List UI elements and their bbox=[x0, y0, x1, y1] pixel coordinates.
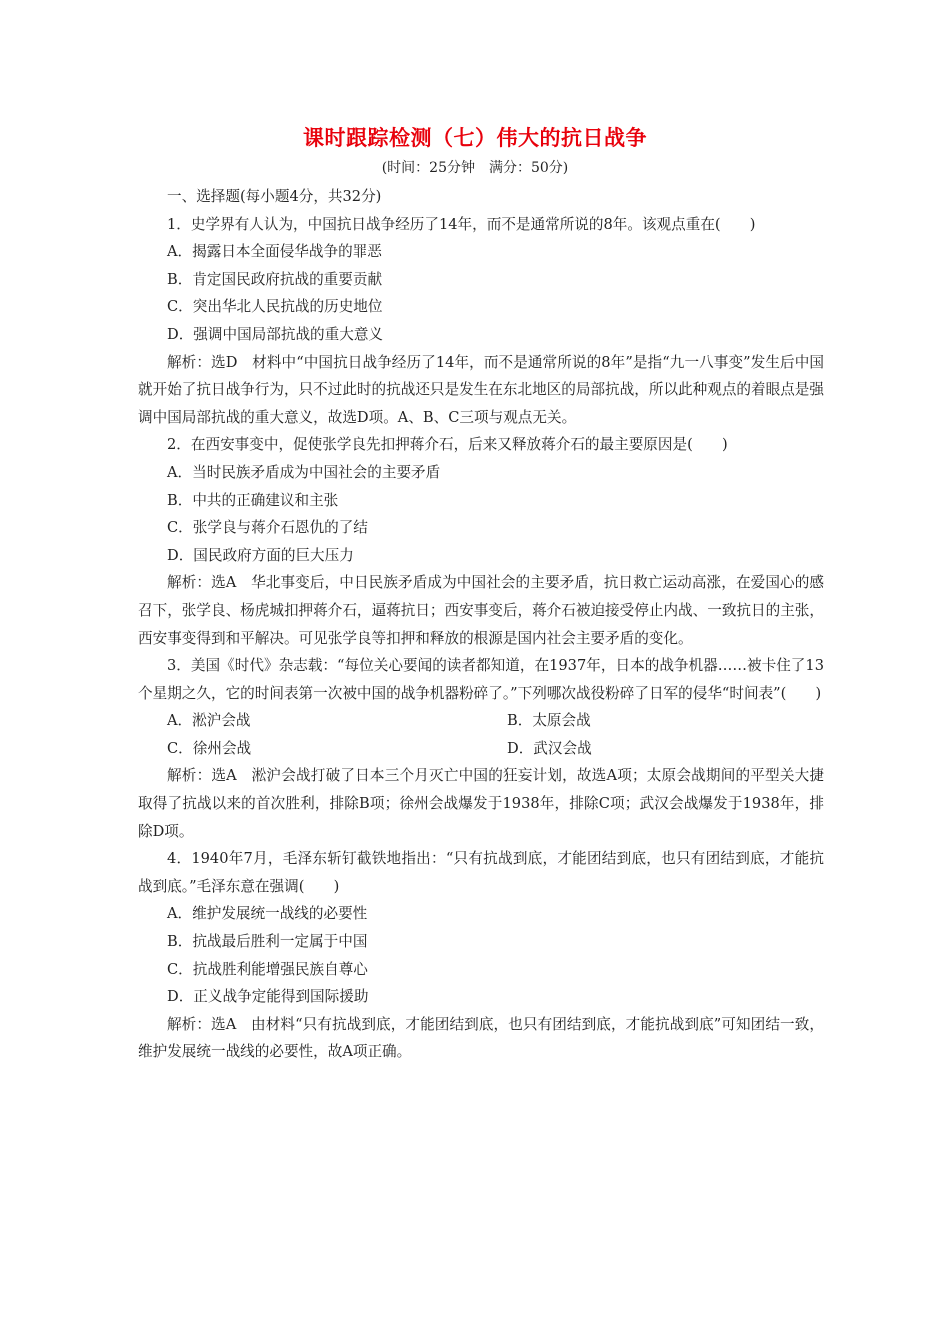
question-4 bbox=[138, 845, 824, 1066]
option-a: A．揭露日本全面侵华战争的罪恶 bbox=[167, 243, 382, 261]
option-a: A．淞沪会战 bbox=[167, 712, 251, 730]
question-analysis: 解析：选A 华北事变后，中日民族矛盾成为中国社会的主要矛盾，抗日救亡运动高涨，在爱国心的感召下，张学良、杨虎城扣押蒋介石，逼蒋抗日；西安事变后，蒋介石被迫接受停止内战、一致抗日的主张，西安事变得到和平解决。可见张学良等扣押和释放的根源是国内社会主要矛盾的变化。 bbox=[138, 574, 824, 647]
option-b: B．抗战最后胜利一定属于中国 bbox=[167, 933, 368, 951]
exam-time-score: (时间：25分钟 满分：50分) bbox=[381, 160, 569, 176]
question-stem: 1．史学界有人认为，中国抗日战争经历了14年，而不是通常所说的8年。该观点重在( ) bbox=[167, 215, 756, 233]
options-row-1 bbox=[138, 707, 824, 735]
option-a: A．当时民族矛盾成为中国社会的主要矛盾 bbox=[167, 463, 441, 481]
document-body bbox=[138, 183, 824, 1066]
question-stem: 3．美国《时代》杂志载：“每位关心要闻的读者都知道，在1937年，日本的战争机器……被卡住了13个星期之久，它的时间表第一次被中国的战争机器粉碎了。”下列哪次战役粉碎了日军的侵华“时间表”( ) bbox=[138, 657, 824, 702]
option-c: C．抗战胜利能增强民族自尊心 bbox=[167, 960, 368, 978]
option-a: A．维护发展统一战线的必要性 bbox=[167, 905, 368, 923]
question-2 bbox=[138, 431, 824, 652]
question-1 bbox=[138, 211, 824, 432]
option-c: C．徐州会战 bbox=[167, 739, 252, 757]
question-analysis: 解析：选A 淞沪会战打破了日本三个月灭亡中国的狂妄计划，故选A项；太原会战期间的平型关大捷取得了抗战以来的首次胜利，排除B项；徐州会战爆发于1938年，排除C项；武汉会战爆发于1938年，排除D项。 bbox=[138, 767, 824, 840]
option-d: D．强调中国局部抗战的重大意义 bbox=[167, 325, 384, 343]
question-stem: 2．在西安事变中，促使张学良先扣押蒋介石，后来又释放蒋介石的最主要原因是( ) bbox=[167, 436, 728, 454]
option-d: D．武汉会战 bbox=[507, 739, 592, 757]
option-b: B．中共的正确建议和主张 bbox=[167, 491, 339, 509]
options-row-2 bbox=[138, 735, 824, 763]
option-c: C．突出华北人民抗战的历史地位 bbox=[167, 298, 383, 316]
option-b: B．肯定国民政府抗战的重要贡献 bbox=[167, 270, 383, 288]
option-c: C．张学良与蒋介石恩仇的了结 bbox=[167, 519, 368, 537]
option-d: D．国民政府方面的巨大压力 bbox=[167, 546, 354, 564]
question-analysis: 解析：选A 由材料“只有抗战到底，才能团结到底，也只有团结到底，才能抗战到底”可知团结一致，维护发展统一战线的必要性，故A项正确。 bbox=[138, 1015, 824, 1061]
question-3 bbox=[138, 652, 824, 845]
option-b: B．太原会战 bbox=[507, 712, 591, 730]
section-heading: 一、选择题(每小题4分，共32分) bbox=[167, 188, 382, 205]
option-d: D．正义战争定能得到国际援助 bbox=[167, 988, 369, 1006]
question-stem: 4．1940年7月，毛泽东斩钉截铁地指出：“只有抗战到底，才能团结到底，也只有团结到底，才能抗战到底。”毛泽东意在强调( ) bbox=[138, 850, 824, 895]
page-title: 课时跟踪检测（七）伟大的抗日战争 bbox=[303, 125, 647, 150]
question-analysis: 解析：选D 材料中“中国抗日战争经历了14年，而不是通常所说的8年”是指“九一八事变”发生后中国就开始了抗日战争行为，只不过此时的抗战还只是发生在东北地区的局部抗战，所以此种观点的着眼点是强调中国局部抗战的重大意义，故选D项。A、B、C三项与观点无关。 bbox=[138, 353, 824, 426]
